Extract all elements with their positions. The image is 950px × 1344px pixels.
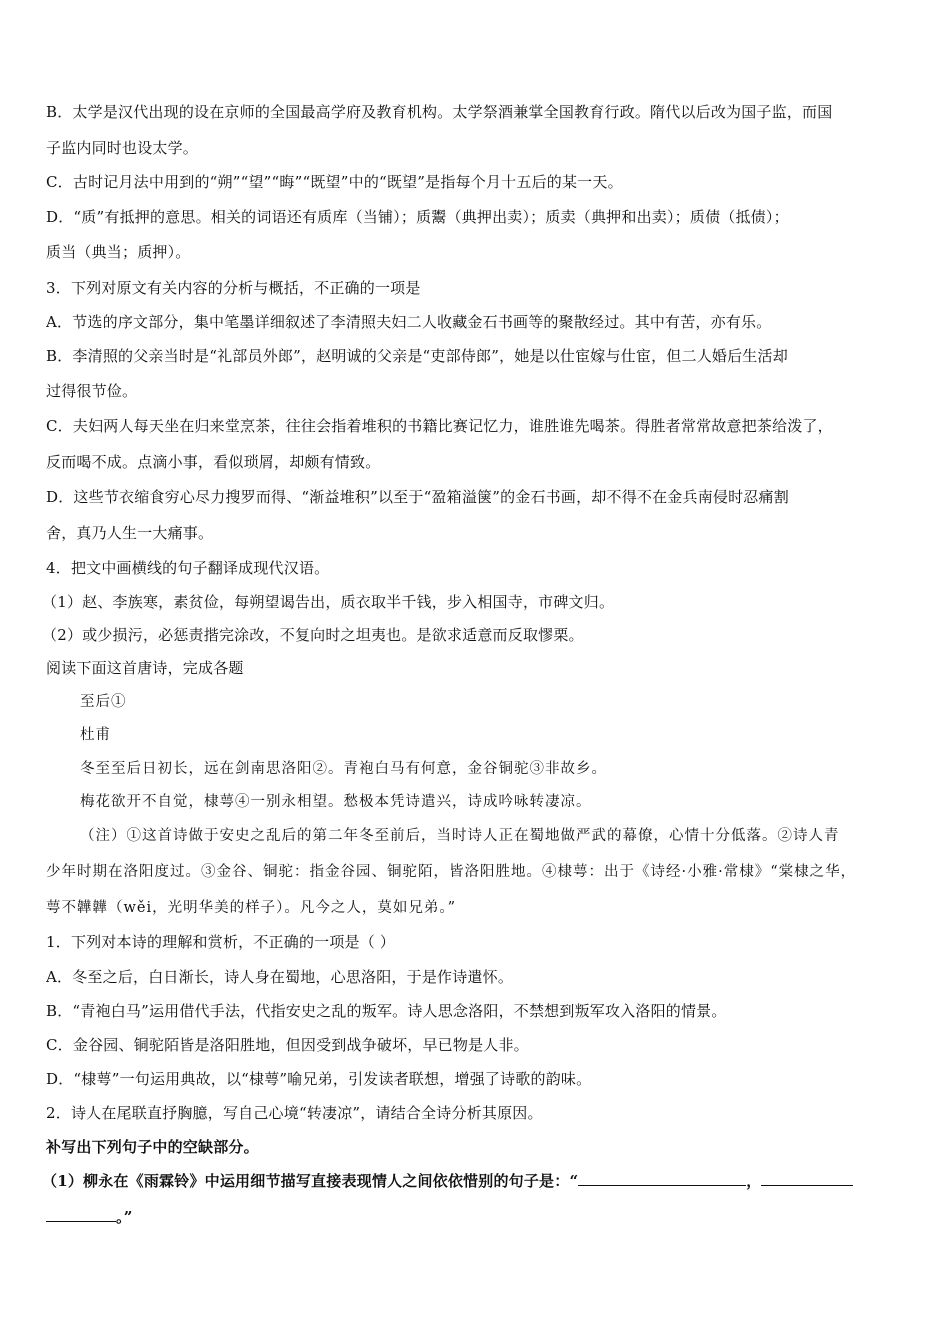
poem-question-2: 2．诗人在尾联直抒胸臆，写自己心境“转凄凉”，请结合全诗分析其原因。: [46, 1104, 543, 1122]
question-4-item-1: （1）赵、李族寒，素贫俭，每朔望谒告出，质衣取半千钱，步入相国寺，市碑文归。: [42, 593, 615, 611]
poem-intro: 阅读下面这首唐诗，完成各题: [46, 659, 244, 677]
fill-in-blank-2b[interactable]: [46, 1207, 116, 1222]
question-4: 4．把文中画横线的句子翻译成现代汉语。: [46, 559, 330, 577]
question-4-item-2: （2）或少损污，必惩责揩完涂改，不复向时之坦夷也。是欲求适意而反取憀栗。: [42, 626, 584, 644]
fill-in-blank-2a[interactable]: [761, 1171, 853, 1186]
fill-in-item-1-continued: [46, 1207, 910, 1227]
fill-in-item-1-text: （1）柳永在《雨霖铃》中运用细节描写直接表现情人之间依依惜别的句子是：“: [42, 1172, 579, 1190]
question-3-option-b-line-1: B．李清照的父亲当时是“礼部员外郎”，赵明诚的父亲是“吏部侍郎”，她是以仕宦嫁与仕宦，但二人婚后生活却: [46, 347, 788, 365]
poem-note-line-1: （注）①这首诗做于安史之乱后的第二年冬至前后，当时诗人正在蜀地做严武的幕僚，心情十分低落。②诗人青: [80, 828, 840, 844]
question-3: 3．下列对原文有关内容的分析与概括，不正确的一项是: [46, 279, 421, 297]
poem-question-1-option-b: B．“青袍白马”运用借代手法，代指安史之乱的叛军。诗人思念洛阳，不禁想到叛军攻入洛阳的情景。: [46, 1002, 727, 1020]
fill-in-heading: 补写出下列句子中的空缺部分。: [46, 1138, 259, 1156]
poem-title: 至后①: [80, 694, 127, 710]
poem-note-line-2: 少年时期在洛阳度过。③金谷、铜驼：指金谷园、铜驼陌，皆洛阳胜地。④棣萼：出于《诗经·小雅·常棣》“棠棣之华，: [46, 864, 857, 880]
option-b-taixue-line-2: 子监内同时也设太学。: [46, 139, 199, 157]
option-d-zhi-line-2: 质当（典当；质押）。: [46, 243, 191, 261]
fill-in-blank-1[interactable]: [578, 1171, 746, 1186]
poem-question-1-option-c: C．金谷园、铜驼陌皆是洛阳胜地，但因受到战争破坏，早已物是人非。: [46, 1036, 529, 1054]
fill-in-item-1-end: 。”: [116, 1208, 133, 1226]
fill-in-item-1-comma: ，: [746, 1172, 762, 1190]
poem-author: 杜甫: [80, 727, 111, 743]
fill-in-item-1: [42, 1171, 910, 1191]
poem-question-1: 1．下列对本诗的理解和赏析，不正确的一项是（ ）: [46, 933, 396, 951]
poem-note-line-3: 萼不韡韡（wěi，光明华美的样子）。凡今之人，莫如兄弟。”: [46, 900, 457, 916]
question-3-option-a: A．节选的序文部分，集中笔墨详细叙述了李清照夫妇二人收藏金石书画等的聚散经过。其中有苦，亦有乐。: [46, 313, 772, 331]
question-3-option-c-line-2: 反而喝不成。点滴小事，看似琐屑，却颇有情致。: [46, 453, 381, 471]
question-3-option-c-line-1: C．夫妇两人每天坐在归来堂烹茶，往往会指着堆积的书籍比赛记忆力，谁胜谁先喝茶。得胜者常常故意把茶给泼了，: [46, 417, 833, 435]
poem-line-1: 冬至至后日初长，远在剑南思洛阳②。青袍白马有何意，金谷铜驼③非故乡。: [80, 761, 607, 777]
question-3-option-b-line-2: 过得很节俭。: [46, 382, 138, 400]
poem-question-1-option-d: D．“棣萼”一句运用典故，以“棣萼”喻兄弟，引发读者联想，增强了诗歌的韵味。: [46, 1070, 592, 1088]
question-3-option-d-line-1: D．这些节衣缩食穷心尽力搜罗而得、“渐益堆积”以至于“盈箱溢箧”的金石书画，却不得不在金兵南侵时忍痛割: [46, 488, 789, 506]
option-d-zhi-line-1: D．“质”有抵押的意思。相关的词语还有质库（当铺）；质鬻（典押出卖）；质卖（典押和出卖）；质债（抵债）；: [46, 208, 789, 226]
option-b-taixue-line-1: B．太学是汉代出现的设在京师的全国最高学府及教育机构。太学祭酒兼掌全国教育行政。隋代以后改为国子监，而国: [46, 103, 833, 121]
question-3-option-d-line-2: 舍，真乃人生一大痛事。: [46, 524, 214, 542]
poem-line-2: 梅花欲开不自觉，棣萼④一别永相望。愁极本凭诗遣兴，诗成吟咏转凄凉。: [80, 794, 592, 810]
option-c-jiwang: C．古时记月法中用到的“朔”“望”“晦”“既望”中的“既望”是指每个月十五后的某一天。: [46, 173, 623, 191]
poem-question-1-option-a: A．冬至之后，白日渐长，诗人身在蜀地，心思洛阳，于是作诗遣怀。: [46, 968, 514, 986]
